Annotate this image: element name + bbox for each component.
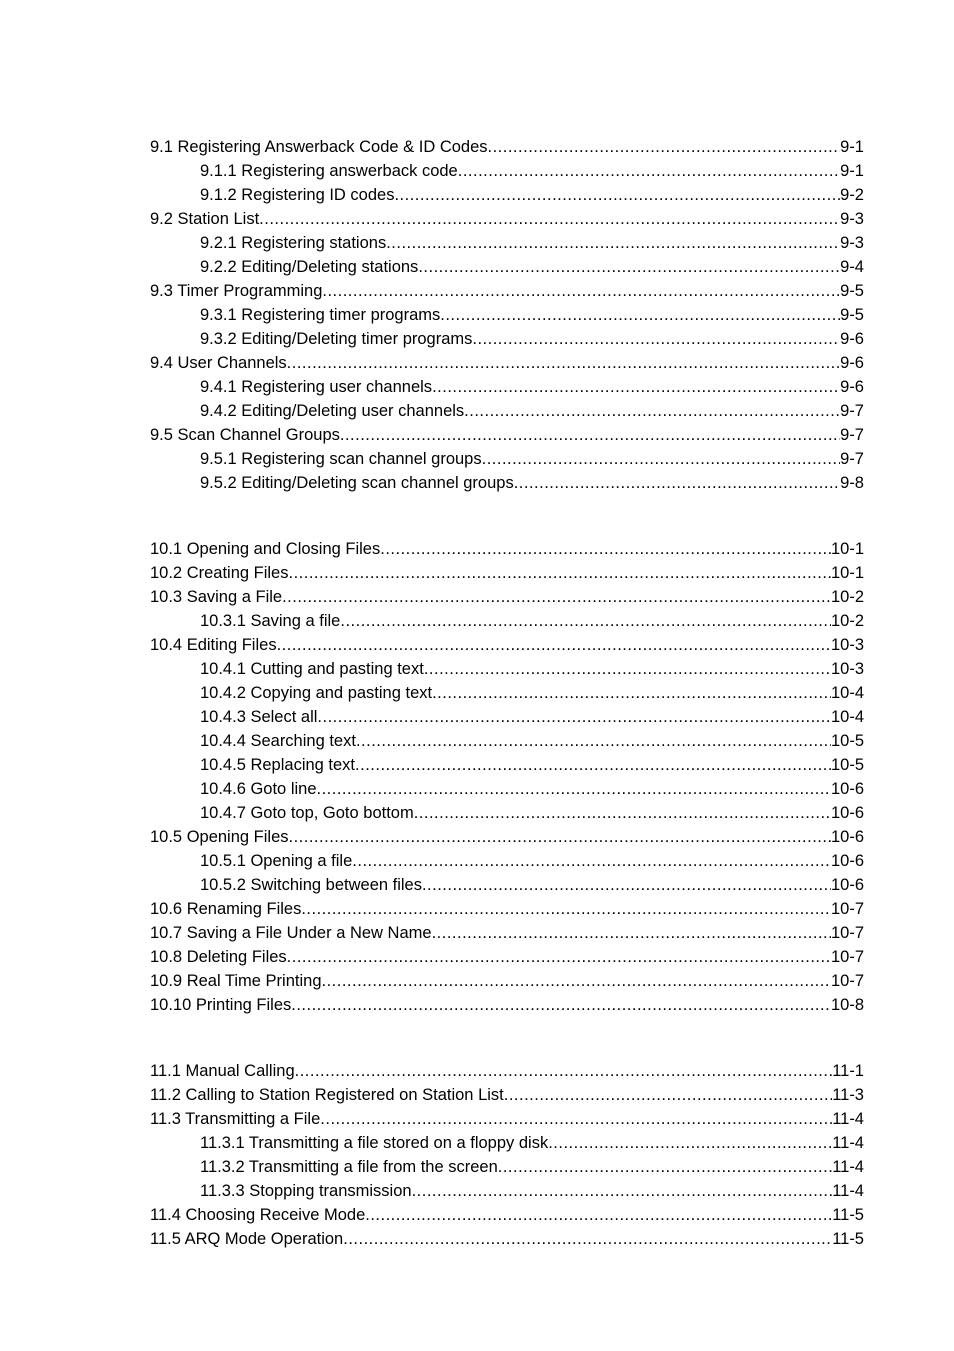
toc-entry[interactable] bbox=[150, 399, 864, 423]
toc-entry[interactable] bbox=[150, 1131, 864, 1155]
toc-entry-page: 10-1 bbox=[830, 564, 864, 582]
toc-entry-page: 10-2 bbox=[830, 612, 864, 630]
dot-leader bbox=[498, 1155, 832, 1179]
toc-entry[interactable] bbox=[150, 1083, 864, 1107]
toc-entry-title: 10.7 Saving a File Under a New Name bbox=[150, 924, 432, 942]
toc-entry[interactable] bbox=[150, 801, 864, 825]
toc-entry-title: 10.4.5 Replacing text bbox=[200, 756, 356, 774]
toc-entry[interactable] bbox=[150, 1107, 864, 1131]
toc-entry-title: 9.4.2 Editing/Deleting user channels bbox=[200, 402, 465, 420]
toc-entry[interactable] bbox=[150, 657, 864, 681]
dot-leader bbox=[289, 561, 831, 585]
toc-entry-page: 10-6 bbox=[830, 852, 864, 870]
toc-entry-page: 10-6 bbox=[830, 780, 864, 798]
toc-entry-page: 10-2 bbox=[830, 588, 864, 606]
toc-entry-page: 11-4 bbox=[832, 1158, 864, 1176]
toc-entry-title: 11.2 Calling to Station Registered on Station List bbox=[150, 1086, 504, 1104]
toc-entry[interactable] bbox=[150, 279, 864, 303]
table-of-contents bbox=[150, 135, 864, 1251]
toc-entry-title: 10.5 Opening Files bbox=[150, 828, 289, 846]
dot-leader bbox=[418, 255, 840, 279]
dot-leader bbox=[422, 873, 831, 897]
toc-entry-title: 10.5.1 Opening a file bbox=[200, 852, 353, 870]
toc-entry-page: 10-3 bbox=[830, 660, 864, 678]
dot-leader bbox=[458, 159, 840, 183]
toc-entry-page: 10-7 bbox=[830, 948, 864, 966]
toc-entry-title: 11.3.3 Stopping transmission bbox=[200, 1182, 412, 1200]
toc-entry-title: 9.1.1 Registering answerback code bbox=[200, 162, 458, 180]
dot-leader bbox=[365, 1203, 832, 1227]
toc-entry-page: 10-8 bbox=[830, 996, 864, 1014]
toc-entry-title: 9.4.1 Registering user channels bbox=[200, 378, 433, 396]
toc-entry-title: 10.3.1 Saving a file bbox=[200, 612, 341, 630]
toc-entry-title: 9.1 Registering Answerback Code & ID Codes bbox=[150, 138, 488, 156]
toc-entry[interactable] bbox=[150, 729, 864, 753]
dot-leader bbox=[301, 897, 831, 921]
toc-entry[interactable] bbox=[150, 921, 864, 945]
toc-entry[interactable] bbox=[150, 231, 864, 255]
toc-entry-page: 10-5 bbox=[830, 756, 864, 774]
toc-section bbox=[150, 135, 864, 495]
toc-entry-title: 9.1.2 Registering ID codes bbox=[200, 186, 395, 204]
toc-entry-title: 10.4.7 Goto top, Goto bottom bbox=[200, 804, 414, 822]
toc-entry[interactable] bbox=[150, 945, 864, 969]
dot-leader bbox=[340, 609, 831, 633]
toc-entry-title: 9.2.1 Registering stations bbox=[200, 234, 387, 252]
toc-entry-title: 9.3.2 Editing/Deleting timer programs bbox=[200, 330, 473, 348]
toc-entry[interactable] bbox=[150, 1227, 864, 1251]
toc-entry[interactable] bbox=[150, 327, 864, 351]
toc-entry-title: 10.4.6 Goto line bbox=[200, 780, 317, 798]
toc-entry-page: 10-1 bbox=[830, 540, 864, 558]
dot-leader bbox=[432, 921, 831, 945]
dot-leader bbox=[291, 993, 831, 1017]
dot-leader bbox=[464, 399, 840, 423]
toc-entry[interactable] bbox=[150, 1059, 864, 1083]
toc-entry-title: 10.4.1 Cutting and pasting text bbox=[200, 660, 424, 678]
toc-entry[interactable] bbox=[150, 207, 864, 231]
toc-entry[interactable] bbox=[150, 993, 864, 1017]
dot-leader bbox=[352, 849, 831, 873]
toc-entry-title: 10.9 Real Time Printing bbox=[150, 972, 322, 990]
toc-entry-title: 10.5.2 Switching between files bbox=[200, 876, 422, 894]
toc-entry-title: 10.4.3 Select all bbox=[200, 708, 318, 726]
dot-leader bbox=[317, 777, 831, 801]
dot-leader bbox=[289, 825, 831, 849]
toc-entry-title: 11.3.1 Transmitting a file stored on a floppy disk bbox=[200, 1134, 549, 1152]
toc-entry-title: 10.6 Renaming Files bbox=[150, 900, 302, 918]
toc-entry[interactable] bbox=[150, 375, 864, 399]
toc-entry-title: 11.1 Manual Calling bbox=[150, 1062, 295, 1080]
dot-leader bbox=[277, 633, 831, 657]
toc-entry-page: 9-3 bbox=[840, 234, 864, 252]
toc-entry[interactable] bbox=[150, 303, 864, 327]
toc-entry[interactable] bbox=[150, 351, 864, 375]
toc-entry[interactable] bbox=[150, 1203, 864, 1227]
dot-leader bbox=[355, 753, 831, 777]
toc-entry-page: 9-3 bbox=[840, 210, 864, 228]
toc-entry-page: 10-5 bbox=[830, 732, 864, 750]
dot-leader bbox=[514, 471, 840, 495]
dot-leader bbox=[548, 1131, 832, 1155]
toc-entry[interactable] bbox=[150, 255, 864, 279]
toc-entry[interactable] bbox=[150, 585, 864, 609]
dot-leader bbox=[394, 183, 840, 207]
toc-entry-page: 11-5 bbox=[832, 1230, 864, 1248]
toc-entry[interactable] bbox=[150, 183, 864, 207]
dot-leader bbox=[356, 729, 831, 753]
toc-entry[interactable] bbox=[150, 777, 864, 801]
toc-entry[interactable] bbox=[150, 681, 864, 705]
toc-entry-title: 10.1 Opening and Closing Files bbox=[150, 540, 381, 558]
toc-entry-title: 11.3 Transmitting a File bbox=[150, 1110, 321, 1128]
toc-entry[interactable] bbox=[150, 561, 864, 585]
dot-leader bbox=[380, 537, 831, 561]
toc-entry[interactable] bbox=[150, 423, 864, 447]
toc-entry-title: 9.5.2 Editing/Deleting scan channel groups bbox=[200, 474, 514, 492]
toc-entry-title: 11.5 ARQ Mode Operation bbox=[150, 1230, 344, 1248]
toc-entry-title: 10.4 Editing Files bbox=[150, 636, 277, 654]
toc-entry[interactable] bbox=[150, 159, 864, 183]
toc-entry[interactable] bbox=[150, 873, 864, 897]
toc-entry-page: 9-5 bbox=[840, 282, 864, 300]
toc-section bbox=[150, 537, 864, 1017]
dot-leader bbox=[287, 351, 840, 375]
toc-entry-title: 10.4.4 Searching text bbox=[200, 732, 356, 750]
toc-entry[interactable] bbox=[150, 537, 864, 561]
toc-entry-page: 9-7 bbox=[840, 450, 864, 468]
toc-entry-title: 9.2 Station List bbox=[150, 210, 260, 228]
toc-entry[interactable] bbox=[150, 447, 864, 471]
dot-leader bbox=[322, 969, 831, 993]
toc-entry-page: 11-4 bbox=[832, 1182, 864, 1200]
dot-leader bbox=[287, 945, 831, 969]
toc-entry-title: 10.4.2 Copying and pasting text bbox=[200, 684, 433, 702]
toc-entry-page: 11-4 bbox=[832, 1134, 864, 1152]
toc-entry-page: 9-8 bbox=[840, 474, 864, 492]
dot-leader bbox=[412, 1179, 833, 1203]
toc-entry-title: 9.2.2 Editing/Deleting stations bbox=[200, 258, 419, 276]
toc-entry-page: 9-5 bbox=[840, 306, 864, 324]
toc-entry-page: 9-6 bbox=[840, 330, 864, 348]
toc-entry-page: 10-7 bbox=[830, 900, 864, 918]
toc-entry[interactable] bbox=[150, 897, 864, 921]
dot-leader bbox=[414, 801, 831, 825]
dot-leader bbox=[295, 1059, 833, 1083]
toc-entry-title: 9.5 Scan Channel Groups bbox=[150, 426, 340, 444]
dot-leader bbox=[488, 135, 841, 159]
dot-leader bbox=[386, 231, 840, 255]
toc-entry-page: 10-6 bbox=[830, 876, 864, 894]
toc-entry-page: 9-2 bbox=[840, 186, 864, 204]
toc-entry[interactable] bbox=[150, 1155, 864, 1179]
dot-leader bbox=[282, 585, 831, 609]
dot-leader bbox=[320, 1107, 832, 1131]
toc-entry-page: 9-1 bbox=[840, 162, 864, 180]
toc-entry-page: 10-7 bbox=[830, 972, 864, 990]
toc-entry[interactable] bbox=[150, 969, 864, 993]
toc-entry-page: 10-4 bbox=[830, 708, 864, 726]
toc-entry[interactable] bbox=[150, 825, 864, 849]
toc-entry-page: 10-3 bbox=[830, 636, 864, 654]
dot-leader bbox=[424, 657, 831, 681]
dot-leader bbox=[322, 279, 840, 303]
dot-leader bbox=[259, 207, 840, 231]
toc-entry-title: 11.3.2 Transmitting a file from the screen bbox=[200, 1158, 498, 1176]
toc-entry-page: 9-1 bbox=[840, 138, 864, 156]
dot-leader bbox=[472, 327, 840, 351]
toc-entry-page: 10-6 bbox=[830, 828, 864, 846]
toc-entry-title: 10.8 Deleting Files bbox=[150, 948, 287, 966]
dot-leader bbox=[317, 705, 831, 729]
toc-entry-title: 9.4 User Channels bbox=[150, 354, 287, 372]
dot-leader bbox=[504, 1083, 832, 1107]
toc-entry-page: 10-6 bbox=[830, 804, 864, 822]
toc-entry-title: 9.3 Timer Programming bbox=[150, 282, 323, 300]
toc-entry-page: 9-7 bbox=[840, 426, 864, 444]
toc-entry-page: 11-3 bbox=[832, 1086, 864, 1104]
toc-entry[interactable] bbox=[150, 471, 864, 495]
toc-entry-page: 10-7 bbox=[830, 924, 864, 942]
toc-entry-page: 10-4 bbox=[830, 684, 864, 702]
toc-entry-page: 9-4 bbox=[840, 258, 864, 276]
toc-entry-title: 10.3 Saving a File bbox=[150, 588, 283, 606]
toc-entry-title: 9.5.1 Registering scan channel groups bbox=[200, 450, 482, 468]
dot-leader bbox=[343, 1227, 832, 1251]
toc-entry-page: 11-1 bbox=[832, 1062, 864, 1080]
toc-entry[interactable] bbox=[150, 609, 864, 633]
dot-leader bbox=[432, 681, 831, 705]
toc-section bbox=[150, 1059, 864, 1251]
dot-leader bbox=[482, 447, 841, 471]
toc-entry[interactable] bbox=[150, 135, 864, 159]
toc-entry-title: 10.2 Creating Files bbox=[150, 564, 289, 582]
toc-entry-page: 11-4 bbox=[832, 1110, 864, 1128]
toc-entry-page: 9-6 bbox=[840, 354, 864, 372]
dot-leader bbox=[440, 303, 840, 327]
toc-entry[interactable] bbox=[150, 1179, 864, 1203]
toc-entry[interactable] bbox=[150, 633, 864, 657]
toc-entry-page: 9-6 bbox=[840, 378, 864, 396]
dot-leader bbox=[432, 375, 840, 399]
toc-entry[interactable] bbox=[150, 849, 864, 873]
toc-entry-page: 11-5 bbox=[832, 1206, 864, 1224]
dot-leader bbox=[340, 423, 840, 447]
toc-entry-page: 9-7 bbox=[840, 402, 864, 420]
toc-entry-title: 11.4 Choosing Receive Mode bbox=[150, 1206, 366, 1224]
toc-entry[interactable] bbox=[150, 753, 864, 777]
toc-entry-title: 9.3.1 Registering timer programs bbox=[200, 306, 441, 324]
toc-entry[interactable] bbox=[150, 705, 864, 729]
toc-entry-title: 10.10 Printing Files bbox=[150, 996, 292, 1014]
